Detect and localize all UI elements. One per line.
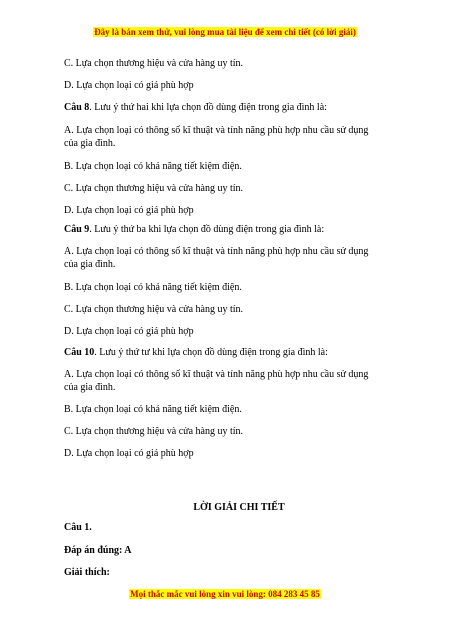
contact-banner: Mọi thắc mắc vui lòng xin vui lòng: 084 283 45 85 — [130, 589, 320, 599]
q10-option-a: A. Lựa chọn loại có thông số kĩ thuật và tính năng phù hợp nhu cầu sử dụng — [64, 369, 369, 380]
q9-option-a: A. Lựa chọn loại có thông số kĩ thuật và tính năng phù hợp nhu cầu sử dụng — [64, 246, 369, 257]
q8-option-b: B. Lựa chọn loại có khả năng tiết kiệm điện. — [64, 161, 242, 172]
question-8-stem — [64, 101, 327, 114]
q7-option-d: D. Lựa chọn loại có giá phù hợp — [64, 80, 194, 91]
q9-option-b: B. Lựa chọn loại có khả năng tiết kiệm điện. — [64, 282, 242, 293]
q8-option-c: C. Lựa chọn thương hiệu và cửa hàng uy tín. — [64, 183, 244, 194]
question-number: Câu 8 — [64, 102, 90, 113]
preview-banner: Đây là bản xem thử, vui lòng mua tài liệu để xem chi tiết (có lời giải) — [94, 27, 356, 37]
q10-option-d: D. Lựa chọn loại có giá phù hợp — [64, 448, 194, 459]
question-text: . Lưu ý thứ ba khi lựa chọn đồ dùng điện trong gia đình là: — [89, 224, 325, 235]
q9-option-c: C. Lựa chọn thương hiệu và cửa hàng uy tín. — [64, 304, 244, 315]
q7-option-c: C. Lựa chọn thương hiệu và cửa hàng uy tín. — [64, 58, 244, 69]
q8-option-a: A. Lựa chọn loại có thông số kĩ thuật và tính năng phù hợp nhu cầu sử dụng — [64, 125, 369, 136]
question-number: Câu 10 — [64, 347, 95, 358]
q10-option-b: B. Lựa chọn loại có khả năng tiết kiệm điện. — [64, 404, 242, 415]
question-10-stem — [64, 346, 328, 359]
q10-option-c: C. Lựa chọn thương hiệu và cửa hàng uy tín. — [64, 426, 244, 437]
q9-option-a-cont: của gia đình. — [64, 259, 116, 270]
explanation-label: Giải thích: — [64, 567, 110, 578]
correct-answer: Đáp án đúng: A — [64, 545, 132, 556]
question-text: . Lưu ý thứ tư khi lựa chọn đồ dùng điện trong gia đình là: — [94, 347, 328, 358]
q10-option-a-cont: của gia đình. — [64, 382, 116, 393]
question-number: Câu 9 — [64, 224, 90, 235]
q8-option-d: D. Lựa chọn loại có giá phù hợp — [64, 205, 194, 216]
solution-heading: LỜI GIẢI CHI TIẾT — [193, 502, 285, 513]
solution-question: Câu 1. — [64, 522, 92, 533]
question-text: . Lưu ý thứ hai khi lựa chọn đồ dùng điện trong gia đình là: — [89, 102, 327, 113]
q9-option-d: D. Lựa chọn loại có giá phù hợp — [64, 326, 194, 337]
question-9-stem — [64, 223, 324, 236]
q8-option-a-cont: của gia đình. — [64, 138, 116, 149]
